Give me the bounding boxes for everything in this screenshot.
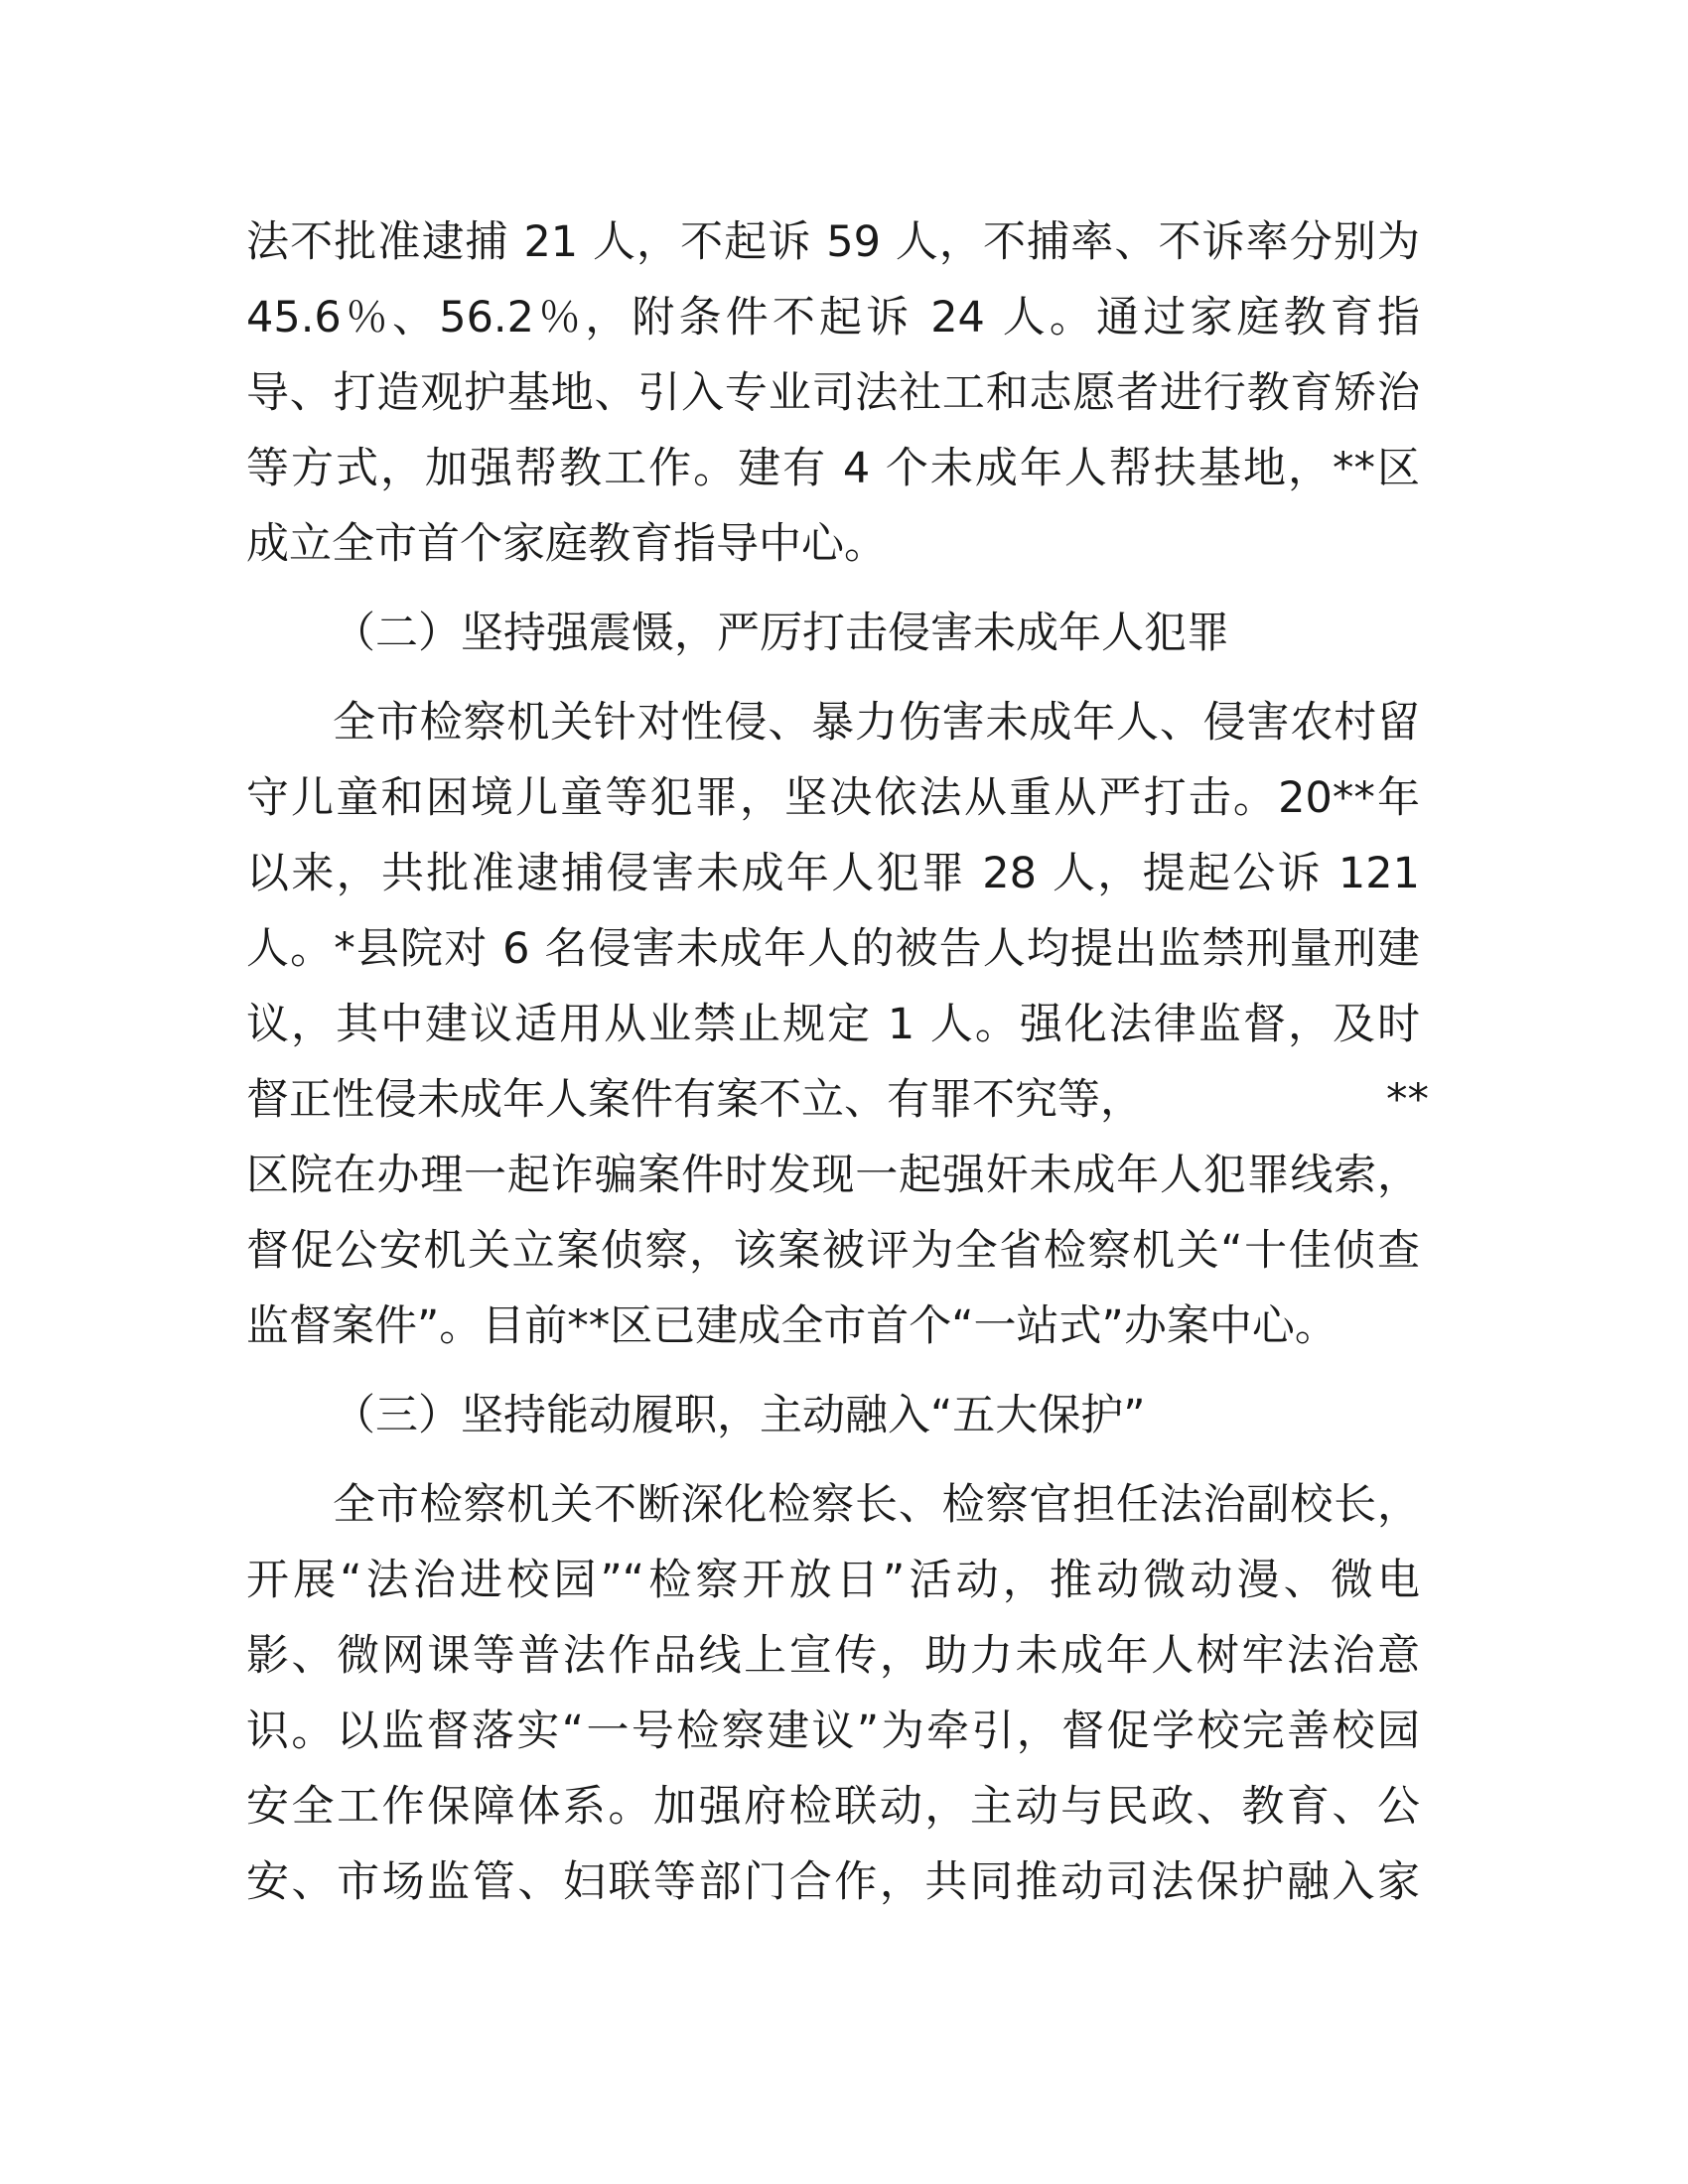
- body-line: 45.6％、56.2％，附条件不起诉 24 人。通过家庭教育指: [246, 293, 1420, 342]
- body-line: 等方式，加强帮教工作。建有 4 个未成年人帮扶基地，**区: [246, 444, 1420, 493]
- body-line: 成立全市首个家庭教育指导中心。: [246, 519, 887, 569]
- body-line: 区院在办理一起诈骗案件时发现一起强奸未成年人犯罪线索，: [246, 1151, 1420, 1200]
- body-line: 全市检察机关不断深化检察长、检察官担任法治副校长，: [333, 1480, 1420, 1530]
- body-line: 督正性侵未成年人案件有案不立、有罪不究等，: [246, 1075, 1143, 1125]
- body-line: 督促公安机关立案侦察，该案被评为全省检察机关“十佳侦查: [246, 1226, 1420, 1276]
- body-line: 影、微网课等普法作品线上宣传，助力未成年人树牢法治意: [246, 1631, 1420, 1681]
- body-line: 议，其中建议适用从业禁止规定 1 人。强化法律监督，及时: [246, 1000, 1420, 1049]
- body-line: 守儿童和困境儿童等犯罪，坚决依法从重从严打击。20**年: [246, 773, 1420, 823]
- body-line: 识。以监督落实“一号检察建议”为牵引，督促学校完善校园: [246, 1706, 1420, 1756]
- body-line: 导、打造观护基地、引入专业司法社工和志愿者进行教育矫治: [246, 368, 1420, 418]
- body-line: 安全工作保障体系。加强府检联动，主动与民政、教育、公: [246, 1782, 1420, 1832]
- body-line: 法不批准逮捕 21 人，不起诉 59 人，不捕率、不诉率分别为: [246, 217, 1420, 267]
- body-line: 全市检察机关针对性侵、暴力伤害未成年人、侵害农村留: [333, 698, 1420, 748]
- section-heading: （三）坚持能动履职，主动融入“五大保护”: [333, 1391, 1146, 1440]
- body-line: 安、市场监管、妇联等部门合作，共同推动司法保护融入家: [246, 1857, 1420, 1907]
- body-line-fragment: **: [1386, 1075, 1429, 1125]
- body-line: 监督案件”。目前**区已建成全市首个“一站式”办案中心。: [246, 1301, 1337, 1351]
- body-line: 以来，共批准逮捕侵害未成年人犯罪 28 人，提起公诉 121: [246, 849, 1420, 898]
- body-line: 开展“法治进校园”“检察开放日”活动，推动微动漫、微电: [246, 1556, 1420, 1605]
- section-heading: （二）坚持强震慑，严厉打击侵害未成年人犯罪: [333, 609, 1229, 658]
- body-line: 人。*县院对 6 名侵害未成年人的被告人均提出监禁刑量刑建: [246, 924, 1420, 974]
